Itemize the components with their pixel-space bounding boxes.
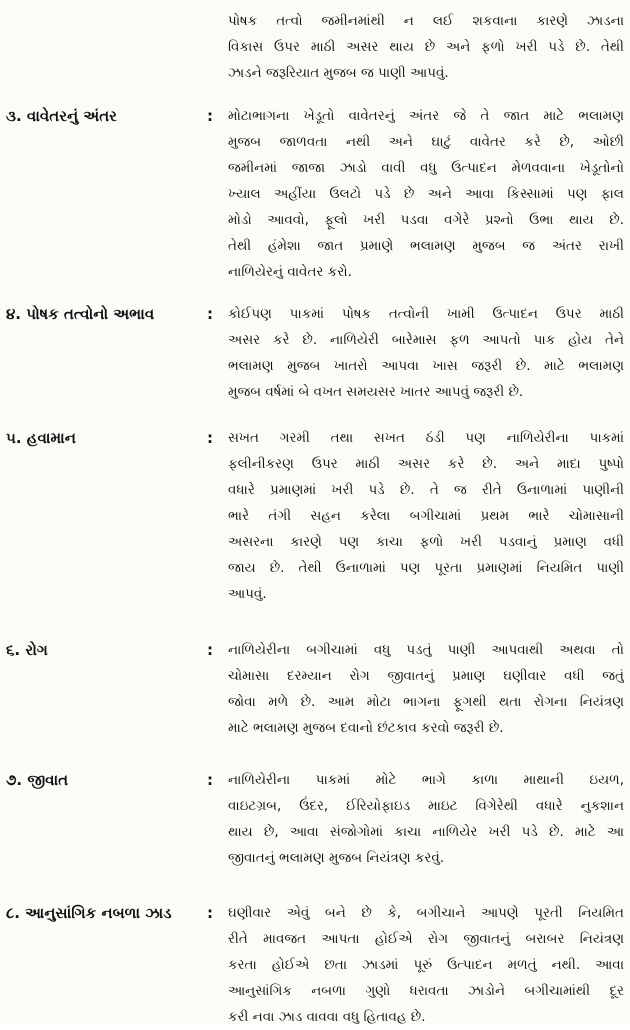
continuation-paragraph	[228, 8, 624, 86]
paragraph-line: સખત ગરમી તથા સખત ઠંડી પણ નાળિયેરીના પાકમાં	[228, 430, 624, 446]
paragraph-line: વિકાસ ઉપર માઠી અસર થાય છે અને ફળો ખરી પડે છે. તેથી	[228, 39, 624, 55]
paragraph-line: થાય છે, આવા સંજોગોમાં કાચા નાળિયેર ખરી પડે છે. માટે આ	[228, 824, 624, 840]
paragraph-line: મોડો આવવો, ફૂલો ખરી પડવા વગેરે પ્રશ્નો ઉભા થાય છે.	[228, 212, 624, 228]
paragraph-line: જોવા મળે છે. આમ મોટા ભાગના ફૂગથી થતા રોગના નિયંત્રણ	[228, 694, 624, 710]
paragraph-line: નાળિયેરનું વાવેતર કરો.	[228, 264, 352, 280]
paragraph-line: ઝાડને જરૂરિયાત મુજબ જ પાણી આપવું.	[228, 65, 449, 81]
paragraph-line: વાઇટગ્રબ, ઉંદર, ઈરિયોફાઇડ માઇટ વિગેરેથી વધારે નુકશાન	[228, 798, 624, 814]
paragraph-line: ભલામણ મુજબ ખાતરો આપવા ખાસ જરૂરી છે. માટે ભલામણ	[228, 358, 624, 374]
paragraph-line: મુજબ જાળવતા નથી અને ઘાટું વાવેતર કરે છે, ઓછી	[228, 134, 624, 150]
paragraph-line: જાય છે. તેથી ઉનાળામાં પણ પૂરતા પ્રમાણમાં નિયમિત પાણી	[228, 560, 624, 576]
section-heading: ૭. જીવાત	[6, 771, 69, 789]
paragraph-line: પોષક તત્વો જમીનમાંથી ન લઈ શકવાના કારણે ઝાડના	[228, 13, 624, 29]
heading-colon: :	[207, 305, 213, 323]
paragraph-line: કરતા હોઈએ છતા ઝાડમાં પૂરું ઉત્પાદન મળતું નથી. આવા	[228, 957, 624, 973]
heading-colon: :	[207, 904, 213, 922]
heading-colon: :	[207, 641, 213, 659]
paragraph-line: ચોમાસા દરમ્યાન રોગ જીવાતનું પ્રમાણ ઘણીવાર વધી જતું	[228, 668, 624, 684]
section-paragraph	[228, 103, 624, 285]
section-heading: ૬. રોગ	[6, 641, 48, 659]
paragraph-line: અસર કરે છે. નાળિયેરી બારેમાસ ફળ આપતો પાક હોય તેને	[228, 332, 624, 348]
paragraph-line: આપવું.	[228, 586, 267, 602]
section-paragraph	[228, 900, 624, 1030]
section-heading: ૫. હવામાન	[6, 429, 76, 447]
paragraph-line: વધારે પ્રમાણમાં ખરી પડે છે. તે જ રીતે ઉનાળામાં પાણીની	[228, 482, 624, 498]
section-heading: ૩. વાવેતરનું અંતર	[6, 107, 117, 125]
paragraph-line: ફલીનીકરણ ઉપર માઠી અસર કરે છે. અને માદા પુષ્પો	[228, 456, 624, 472]
section-paragraph	[228, 637, 624, 741]
paragraph-line: નાળિયેરીના પાકમાં મોટે ભાગે કાળા માથાની ઇયળ,	[228, 772, 624, 788]
section-heading: ૮. આનુસાંગિક નબળા ઝાડ	[6, 904, 172, 922]
paragraph-line: મુજબ વર્ષમાં બે વખત સમયસર ખાતર આપવું જરૂરી છે.	[228, 384, 524, 400]
paragraph-line: જમીનમાં જાજા ઝાડો વાવી વધુ ઉત્પાદન મેળવવાના ખેડૂતોનો	[228, 160, 624, 176]
paragraph-line: કોઈપણ પાકમાં પોષક તત્વોની ખામી ઉત્પાદન ઉપર માઠી	[228, 306, 624, 322]
section-paragraph	[228, 425, 624, 607]
paragraph-line: ભારે તંગી સહન કરેલા બગીચામાં પ્રથમ ભારે ચોમાસાની	[228, 508, 624, 524]
paragraph-line: જીવાતનું ભલામણ મુજબ નિયંત્રણ કરવું.	[228, 850, 445, 866]
paragraph-line: અસરના કારણે પણ કાચા ફળો ખરી પડવાનું પ્રમાણ વધી	[228, 534, 624, 550]
paragraph-line: ખ્યાલ અહીંયા ઉલટો પડે છે અને આવા કિસ્સામાં પણ ફાલ	[228, 186, 624, 202]
paragraph-line: ઘણીવાર એવું બને છે કે, બગીચાને આપણે પૂરતી નિયમિત	[228, 905, 624, 921]
paragraph-line: કરી નવા ઝાડ વાવવા વધુ હિતાવહ છે.	[228, 1009, 426, 1025]
paragraph-line: માટે ભલામણ મુજબ દવાનો છંટકાવ કરવો જરૂરી છે.	[228, 720, 504, 736]
section-paragraph	[228, 767, 624, 871]
paragraph-line: રીતે માવજત આપતા હોઈએ રોગ જીવાતનું બરાબર નિયંત્રણ	[228, 931, 624, 947]
heading-colon: :	[207, 771, 213, 789]
paragraph-line: આનુસાંગિક નબળા ગુણો ધરાવતા ઝાડોને બગીચામાંથી દૂર	[228, 983, 624, 999]
paragraph-line: મોટાભાગના ખેડૂતો વાવેતરનું અંતર જે તે જાત માટે ભલામણ	[228, 108, 624, 124]
paragraph-line: તેથી હંમેશા જાત પ્રમાણે ભલામણ મુજબ જ અંતર રાખી	[228, 238, 624, 254]
paragraph-line: નાળિયેરીના બગીચામાં વધુ પડતું પાણી આપવાથી અથવા તો	[228, 642, 624, 658]
heading-colon: :	[207, 107, 213, 125]
heading-colon: :	[207, 429, 213, 447]
section-heading: ૪. પોષક તત્વોનો અભાવ	[6, 305, 155, 323]
section-paragraph	[228, 301, 624, 405]
